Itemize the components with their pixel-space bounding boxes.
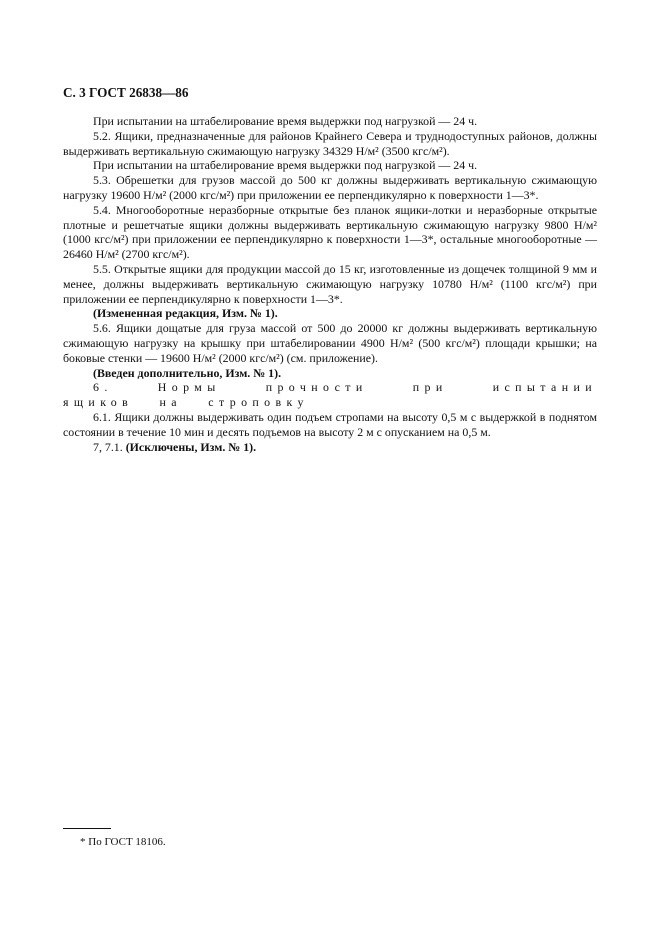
paragraph-5-2: 5.2. Ящики, предназначенные для районов Крайнего Севера и труднодоступных районов, должны выдерживать вертикальную сжимающую нагрузку 34329 Н/м² (3500 кгс/м²). — [63, 128, 597, 158]
paragraph-7-prefix: 7, 7.1. — [93, 439, 126, 454]
paragraph-5-4: 5.4. Многооборотные неразборные открытые без планок ящики-лотки и неразборные открытые плотные и решетчатые ящики должны выдерживать вертикальную сжимающую нагрузку 9800 Н/м² (1000 кгс/м²) при приложении ее перпендикулярно к поверхности 1—3*, остальные многооборотные — 26460 Н/м² (2700 кгс/м²). — [63, 202, 597, 262]
paragraph-5-5: 5.5. Открытые ящики для продукции массой до 15 кг, изготовленные из дощечек толщиной 9 мм и менее, должны выдерживать вертикальную сжимающую нагрузку 10780 Н/м² (1100 кгс/м²) при приложении ее перпендикулярно к поверхности 1—3*. — [63, 261, 597, 306]
paragraph-5-3: 5.3. Обрешетки для грузов массой до 500 кг должны выдерживать вертикальную сжимающую нагрузку 19600 Н/м² (2000 кгс/м²) при приложении ее перпендикулярно к поверхности 1—3*. — [63, 173, 597, 202]
paragraph-7 — [63, 440, 597, 455]
paragraph-stacking-time: При испытании на штабелирование время выдержки под нагрузкой — 24 ч. — [93, 114, 478, 128]
footnote-divider — [63, 828, 111, 829]
page-header: С. 3 ГОСТ 26838—86 — [63, 85, 189, 100]
footnote: * По ГОСТ 18106. — [80, 836, 166, 848]
paragraph-7-excluded-note: (Исключены, Изм. № 1). — [125, 439, 257, 454]
amendment-note-2: (Введен дополнительно, Изм. № 1). — [93, 365, 282, 380]
paragraph-stacking-time-2: При испытании на штабелирование время выдержки под нагрузкой — 24 ч. — [93, 158, 478, 173]
amendment-note-1: (Измененная редакция, Изм. № 1). — [93, 306, 278, 321]
document-body — [63, 114, 597, 454]
section-6-heading: 6. Нормы прочности при испытании ящиков на строповку — [63, 380, 597, 410]
paragraph-5-6: 5.6. Ящики дощатые для груза массой от 500 до 20000 кг должны выдерживать вертикальную сжимающую нагрузку на крышку при штабелировании 4900 Н/м² (500 кгс/м²) площади крышки; на боковые стенки — 19600 Н/м² (2000 кгс/м²) (см. приложение). — [63, 321, 597, 365]
paragraph-6-1: 6.1. Ящики должны выдерживать один подъем стропами на высоту 0,5 м с выдержкой в поднятом состоянии в течение 10 мин и десять подъемов на высоту 2 м с опусканием на 0,5 м. — [63, 409, 597, 439]
